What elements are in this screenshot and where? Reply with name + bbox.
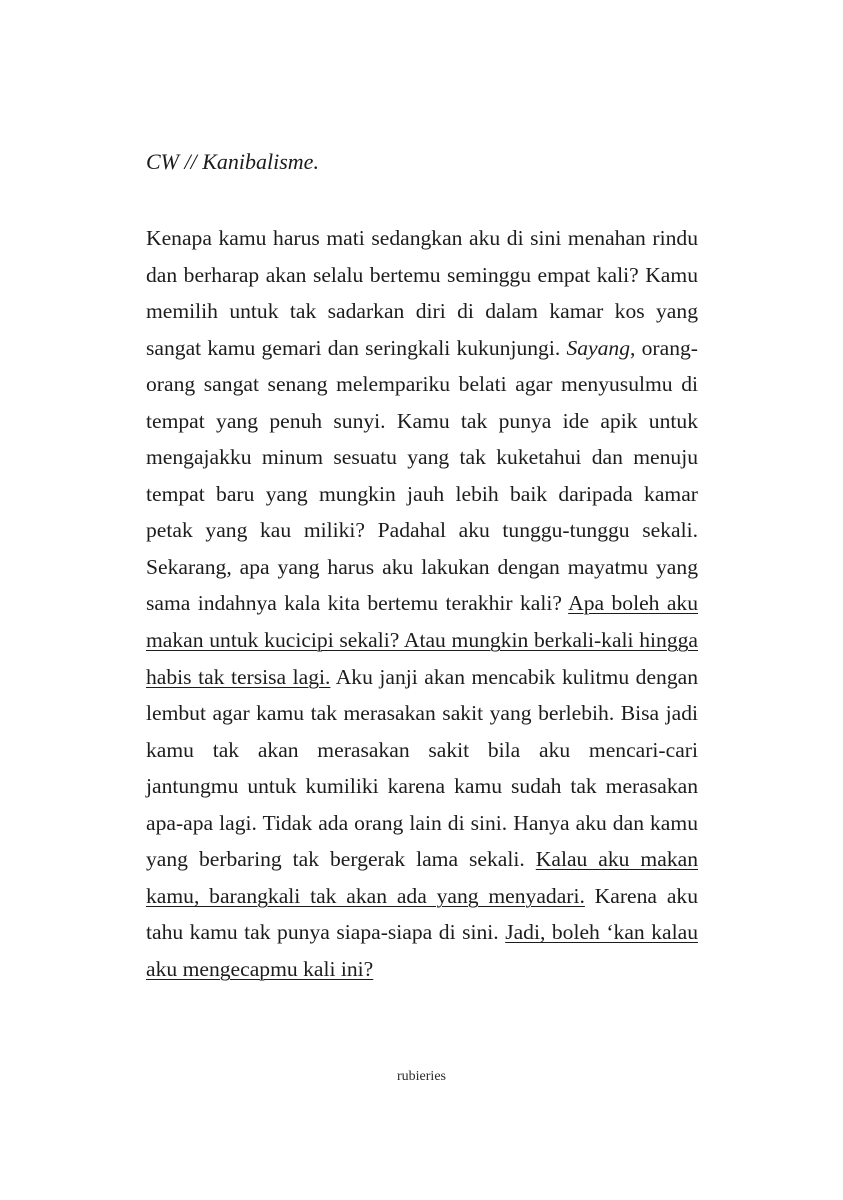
footer-author: rubieries <box>397 1069 446 1084</box>
underlined-passage-2: Kalau aku makan kamu, barangkali tak akan ada yang menyadari. <box>146 847 698 908</box>
underlined-passage-3: Jadi, boleh ‘kan kalau aku mengecapmu kali ini? <box>146 920 698 981</box>
text-segment-5: Aku janji akan mencabik kulitmu dengan lembut agar kamu tak merasakan sakit yang berlebih. Bisa jadi kamu tak akan merasakan sakit bila aku mencari-cari jantungmu untuk kumiliki karena kamu sudah tak merasakan apa-apa lagi. Tidak ada orang lain di sini. Hanya aku dan kamu yang berbaring tak bergerak lama sekali. <box>146 664 698 872</box>
content-warning-heading: CW // Kanibalisme. <box>146 149 319 174</box>
text-segment-7: Karena aku tahu kamu tak punya siapa-siapa di sini. <box>146 883 698 945</box>
italic-word-sayang: Sayang <box>566 335 631 360</box>
text-segment-1: Kenapa kamu harus mati sedangkan aku di sini menahan rindu dan berharap akan selalu bertemu seminggu empat kali? Kamu memilih untuk tak sadarkan diri di dalam kamar kos yang sangat kamu gemari dan seringkali kukunjungi. <box>146 226 698 360</box>
story-paragraph <box>146 220 698 987</box>
text-segment-3: , orang-orang sangat senang melempariku belati agar menyusulmu di tempat yang penuh sunyi. Kamu tak punya ide apik untuk mengajakku minum sesuatu yang tak kuketahui dan menuju tempat baru yang mungkin jauh lebih baik daripada kamar petak yang kau miliki? Padahal aku tunggu-tunggu sekali. Sekarang, apa yang harus aku lakukan dengan mayatmu yang sama indahnya kala kita bertemu terakhir kali? <box>146 335 698 616</box>
underlined-passage-1: Apa boleh aku makan untuk kucicipi sekali? Atau mungkin berkali-kali hingga habis tak tersisa lagi. <box>146 591 698 689</box>
